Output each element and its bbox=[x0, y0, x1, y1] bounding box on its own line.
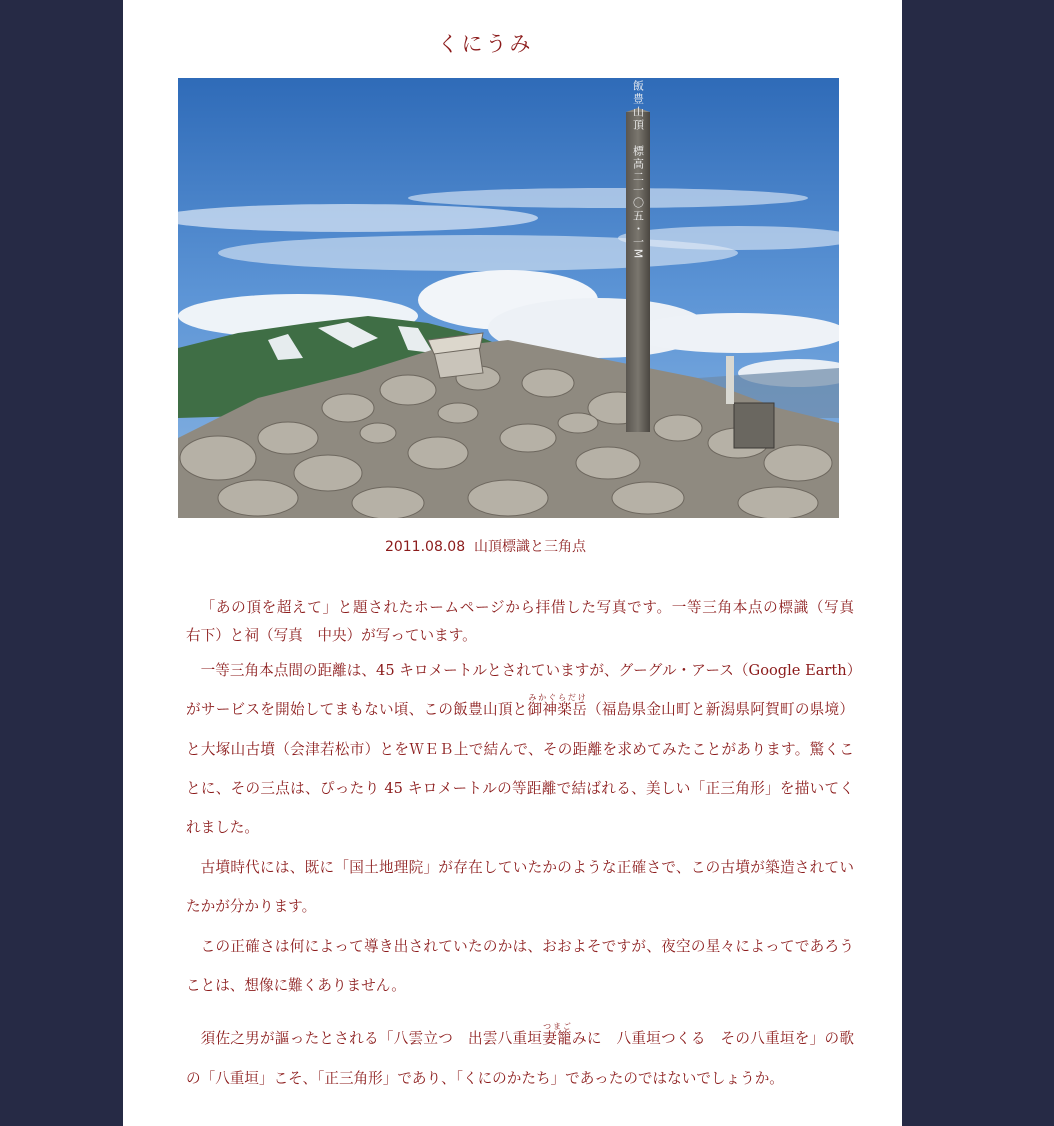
article-body bbox=[186, 594, 869, 1098]
caption-text: 山頂標識と三角点 bbox=[474, 539, 587, 555]
paragraph-2: 一等三角本点間の距離は、45 キロメートルとされていますが、グーグル・アース（Google Earth）がサービスを開始してまもない頃、この飯豊山頂と御神楽岳みかぐらだけ（福島県金山町と新潟県阿賀町の県境）と大塚山古墳（会津若松市）とをＷＥＢ上で結んで、その距離を求めてみたことがあります。驚くことに、その三点は、ぴったり 45 キロメートルの等距離で結ばれる、美しい「正三角形」を描いてくれました。 bbox=[186, 661, 854, 837]
page bbox=[123, 0, 902, 1126]
caption-date: 2011.08.08 bbox=[384, 539, 466, 555]
paragraph-3: 古墳時代には、既に「国土地理院」が存在していたかのような正確さで、この古墳が築造されていたかが分かります。 bbox=[186, 858, 854, 916]
paragraph-5: 須佐之男が謳ったとされる「八雲立つ 出雲八重垣妻籠つまごみに 八重垣つくる その八重垣を」の歌の「八重垣」こそ、「正三角形」であり、「くにのかたち」であったのではないでしょうか。 bbox=[186, 1022, 854, 1087]
ruby-mikaguradake: 御神楽岳みかぐらだけ bbox=[527, 693, 587, 719]
pillar-inscription: 飯豊山頂 標高二一〇五・一M bbox=[631, 79, 645, 261]
photo-caption bbox=[123, 536, 848, 556]
paragraph-4: この正確さは何によって導き出されていたのかは、おおよそですが、夜空の星々によってであろうことは、想像に難くありません。 bbox=[186, 937, 854, 995]
page-title: くにうみ bbox=[437, 32, 534, 56]
summit-photo bbox=[178, 78, 839, 518]
paragraph-1: 「あの頂を超えて」と題されたホームページから拝借した写真です。一等三角本点の標識（写真 右下）と祠（写真 中央）が写っています。 bbox=[186, 599, 869, 645]
ruby-tsumagomi: 妻籠つまご bbox=[542, 1022, 572, 1048]
